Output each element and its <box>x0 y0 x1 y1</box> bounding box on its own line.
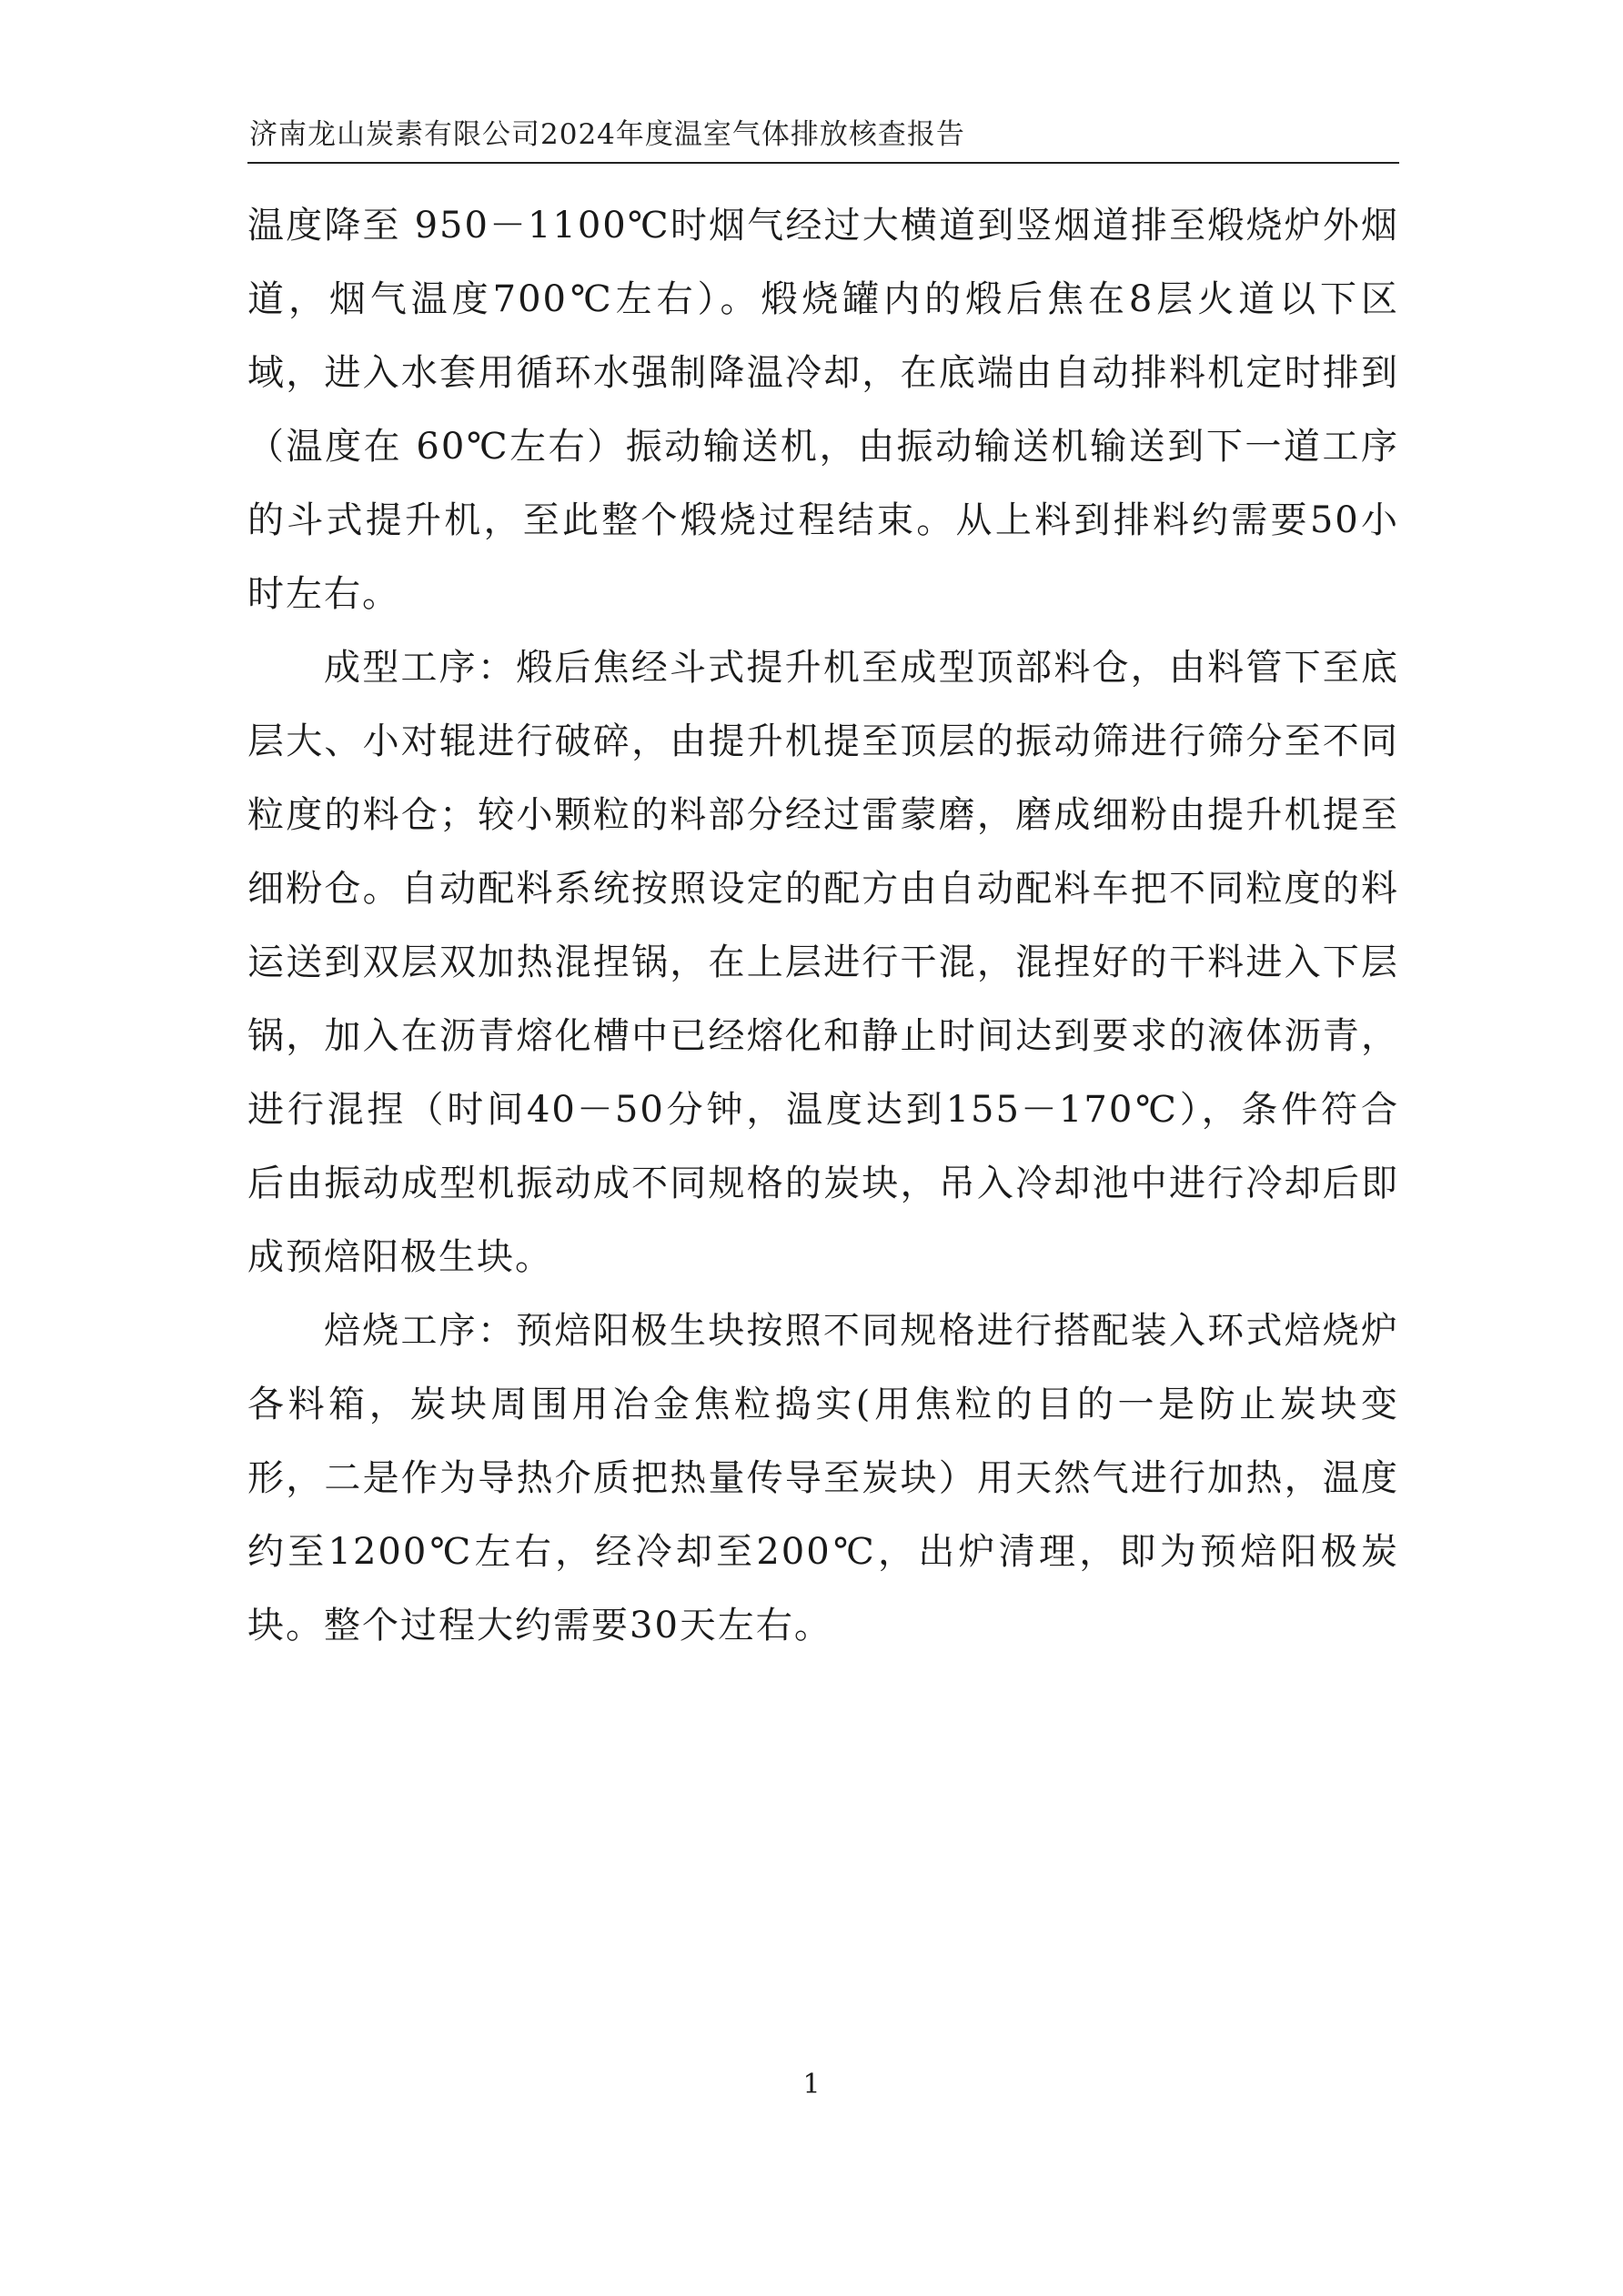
paragraph-calcination-continued: 温度降至 950－1100℃时烟气经过大横道到竖烟道排至煅烧炉外烟道，烟气温度700℃左右）。煅烧罐内的煅后焦在8层火道以下区域，进入水套用循环水强制降温冷却，在底端由自动排料机定时排到（温度在 60℃左右）振动输送机，由振动输送机输送到下一道工序的斗式提升机，至此整个煅烧过程结束。从上料到排料约需要50小时左右。 <box>247 205 1399 615</box>
page-number: 1 <box>802 2069 821 2100</box>
paragraph-baking-process: 焙烧工序：预焙阳极生块按照不同规格进行搭配装入环式焙烧炉各料箱，炭块周围用冶金焦粒捣实(用焦粒的目的一是防止炭块变形，二是作为导热介质把热量传导至炭块）用天然气进行加热，温度约至1200℃左右，经冷却至200℃，出炉清理，即为预焙阳极炭块。整个过程大约需要30天左右。 <box>247 1310 1399 1646</box>
page-header <box>247 115 1399 164</box>
body-text <box>247 189 1399 1663</box>
header-title: 济南龙山炭素有限公司2024年度温室气体排放核查报告 <box>249 118 965 151</box>
paragraph-forming-process: 成型工序：煅后焦经斗式提升机至成型顶部料仓，由料管下至底层大、小对辊进行破碎，由提升机提至顶层的振动筛进行筛分至不同粒度的料仓；较小颗粒的料部分经过雷蒙磨，磨成细粉由提升机提至细粉仓。自动配料系统按照设定的配方由自动配料车把不同粒度的料运送到双层双加热混捏锅，在上层进行干混，混捏好的干料进入下层锅，加入在沥青熔化槽中已经熔化和静止时间达到要求的液体沥青，进行混捏（时间40－50分钟，温度达到155－170℃），条件符合后由振动成型机振动成不同规格的炭块，吊入冷却池中进行冷却后即成预焙阳极生块。 <box>247 647 1399 1278</box>
